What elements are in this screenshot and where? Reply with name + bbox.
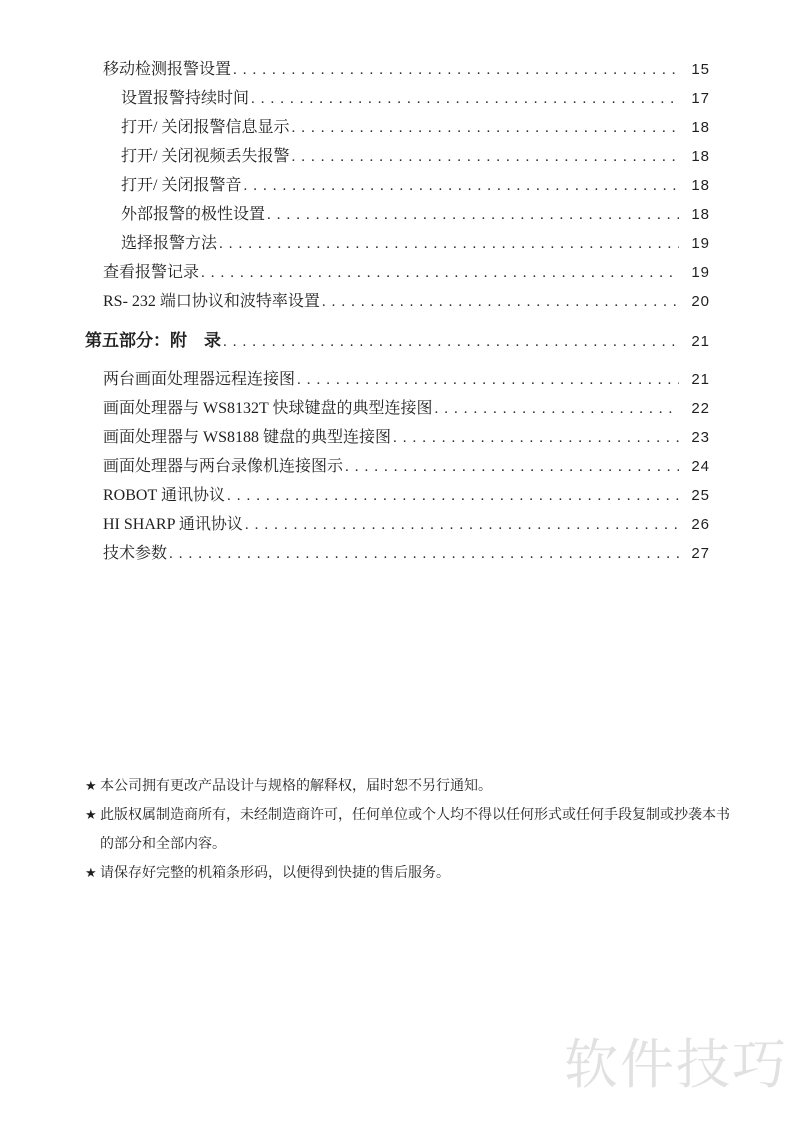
toc-entry-page: 15 [691, 61, 710, 78]
notice-text: 此版权属制造商所有，未经制造商许可，任何单位或个人均不得以任何形式或任何手段复制或抄袭本书的部分和全部内容。 [100, 808, 730, 852]
toc-entry-title: 画面处理器与 WS8132T 快球键盘的典型连接图 [103, 400, 433, 417]
dot-leader [291, 143, 679, 172]
toc-entry-page: 19 [691, 235, 710, 252]
toc-entry-title: 查看报警记录 [103, 264, 200, 281]
dot-leader [322, 288, 679, 317]
toc-entry [85, 394, 710, 423]
watermark-text: 软件技巧 [564, 1033, 788, 1096]
toc-entry [85, 481, 710, 510]
toc-entry-title: ROBOT 通讯协议 [103, 487, 225, 504]
dot-leader [393, 424, 679, 453]
toc-entry-page: 22 [691, 400, 710, 417]
toc-entry [85, 423, 710, 452]
toc-entry-title: 移动检测报警设置 [103, 61, 232, 78]
toc-section-header [85, 326, 710, 355]
notice-item [85, 859, 733, 888]
dot-leader [201, 259, 679, 288]
toc-entry [85, 365, 710, 394]
toc-entry-title: 画面处理器与 WS8188 键盘的典型连接图 [103, 429, 392, 446]
toc-entry [85, 229, 710, 258]
toc-entry-page: 21 [691, 371, 710, 388]
toc-entry [85, 113, 710, 142]
toc-entry-title: 设置报警持续时间 [121, 90, 250, 107]
dot-leader [245, 511, 679, 540]
toc-entry-title: HI SHARP 通讯协议 [103, 516, 243, 533]
toc-entry [85, 539, 710, 568]
toc-section-page: 21 [691, 333, 710, 350]
toc-entry-page: 18 [691, 148, 710, 165]
dot-leader [345, 453, 679, 482]
toc-entry-title: 打开/ 关闭报警信息显示 [121, 119, 290, 136]
dot-leader [267, 201, 679, 230]
toc-entry-title: 选择报警方法 [121, 235, 218, 252]
notice-item [85, 801, 733, 859]
toc-entry [85, 510, 710, 539]
dot-leader [435, 395, 680, 424]
toc-entry [85, 55, 710, 84]
toc-entry [85, 84, 710, 113]
toc-entry-title: RS- 232 端口协议和波特率设置 [103, 293, 320, 310]
toc-entry [85, 258, 710, 287]
toc-section-title: 第五部分：附 录 [85, 331, 221, 350]
dot-leader [169, 540, 679, 569]
toc-entry-page: 25 [691, 487, 710, 504]
toc-entry [85, 452, 710, 481]
toc-entry-page: 23 [691, 429, 710, 446]
notice-text: 本公司拥有更改产品设计与规格的解释权，届时恕不另行通知。 [100, 779, 492, 794]
table-of-contents [85, 55, 710, 568]
star-bullet-icon: ★ [85, 866, 97, 881]
toc-entry-page: 18 [691, 177, 710, 194]
dot-leader [233, 56, 679, 85]
toc-entry-page: 18 [691, 119, 710, 136]
dot-leader [243, 172, 679, 201]
notice-text: 请保存好完整的机箱条形码，以便得到快捷的售后服务。 [100, 866, 450, 881]
toc-entry-page: 17 [691, 90, 710, 107]
toc-entry-page: 18 [691, 206, 710, 223]
dot-leader [219, 230, 679, 259]
copyright-notices [85, 772, 733, 888]
dot-leader [223, 328, 679, 357]
toc-entry-page: 26 [691, 516, 710, 533]
dot-leader [291, 114, 679, 143]
toc-entry-page: 20 [691, 293, 710, 310]
toc-entry [85, 200, 710, 229]
toc-entry-title: 外部报警的极性设置 [121, 206, 266, 223]
toc-entry-title: 技术参数 [103, 545, 168, 562]
star-bullet-icon: ★ [85, 808, 97, 823]
toc-entry-page: 19 [691, 264, 710, 281]
toc-entry-page: 27 [691, 545, 710, 562]
toc-entry-title: 画面处理器与两台录像机连接图示 [103, 458, 344, 475]
dot-leader [297, 366, 679, 395]
dot-leader [227, 482, 679, 511]
notice-item [85, 772, 733, 801]
toc-entry [85, 142, 710, 171]
toc-entry-title: 打开/ 关闭报警音 [121, 177, 242, 194]
toc-entry [85, 171, 710, 200]
toc-entry-page: 24 [691, 458, 710, 475]
dot-leader [251, 85, 679, 114]
star-bullet-icon: ★ [85, 779, 97, 794]
toc-entry-title: 打开/ 关闭视频丢失报警 [121, 148, 290, 165]
toc-entry-title: 两台画面处理器远程连接图 [103, 371, 296, 388]
toc-entry [85, 287, 710, 316]
